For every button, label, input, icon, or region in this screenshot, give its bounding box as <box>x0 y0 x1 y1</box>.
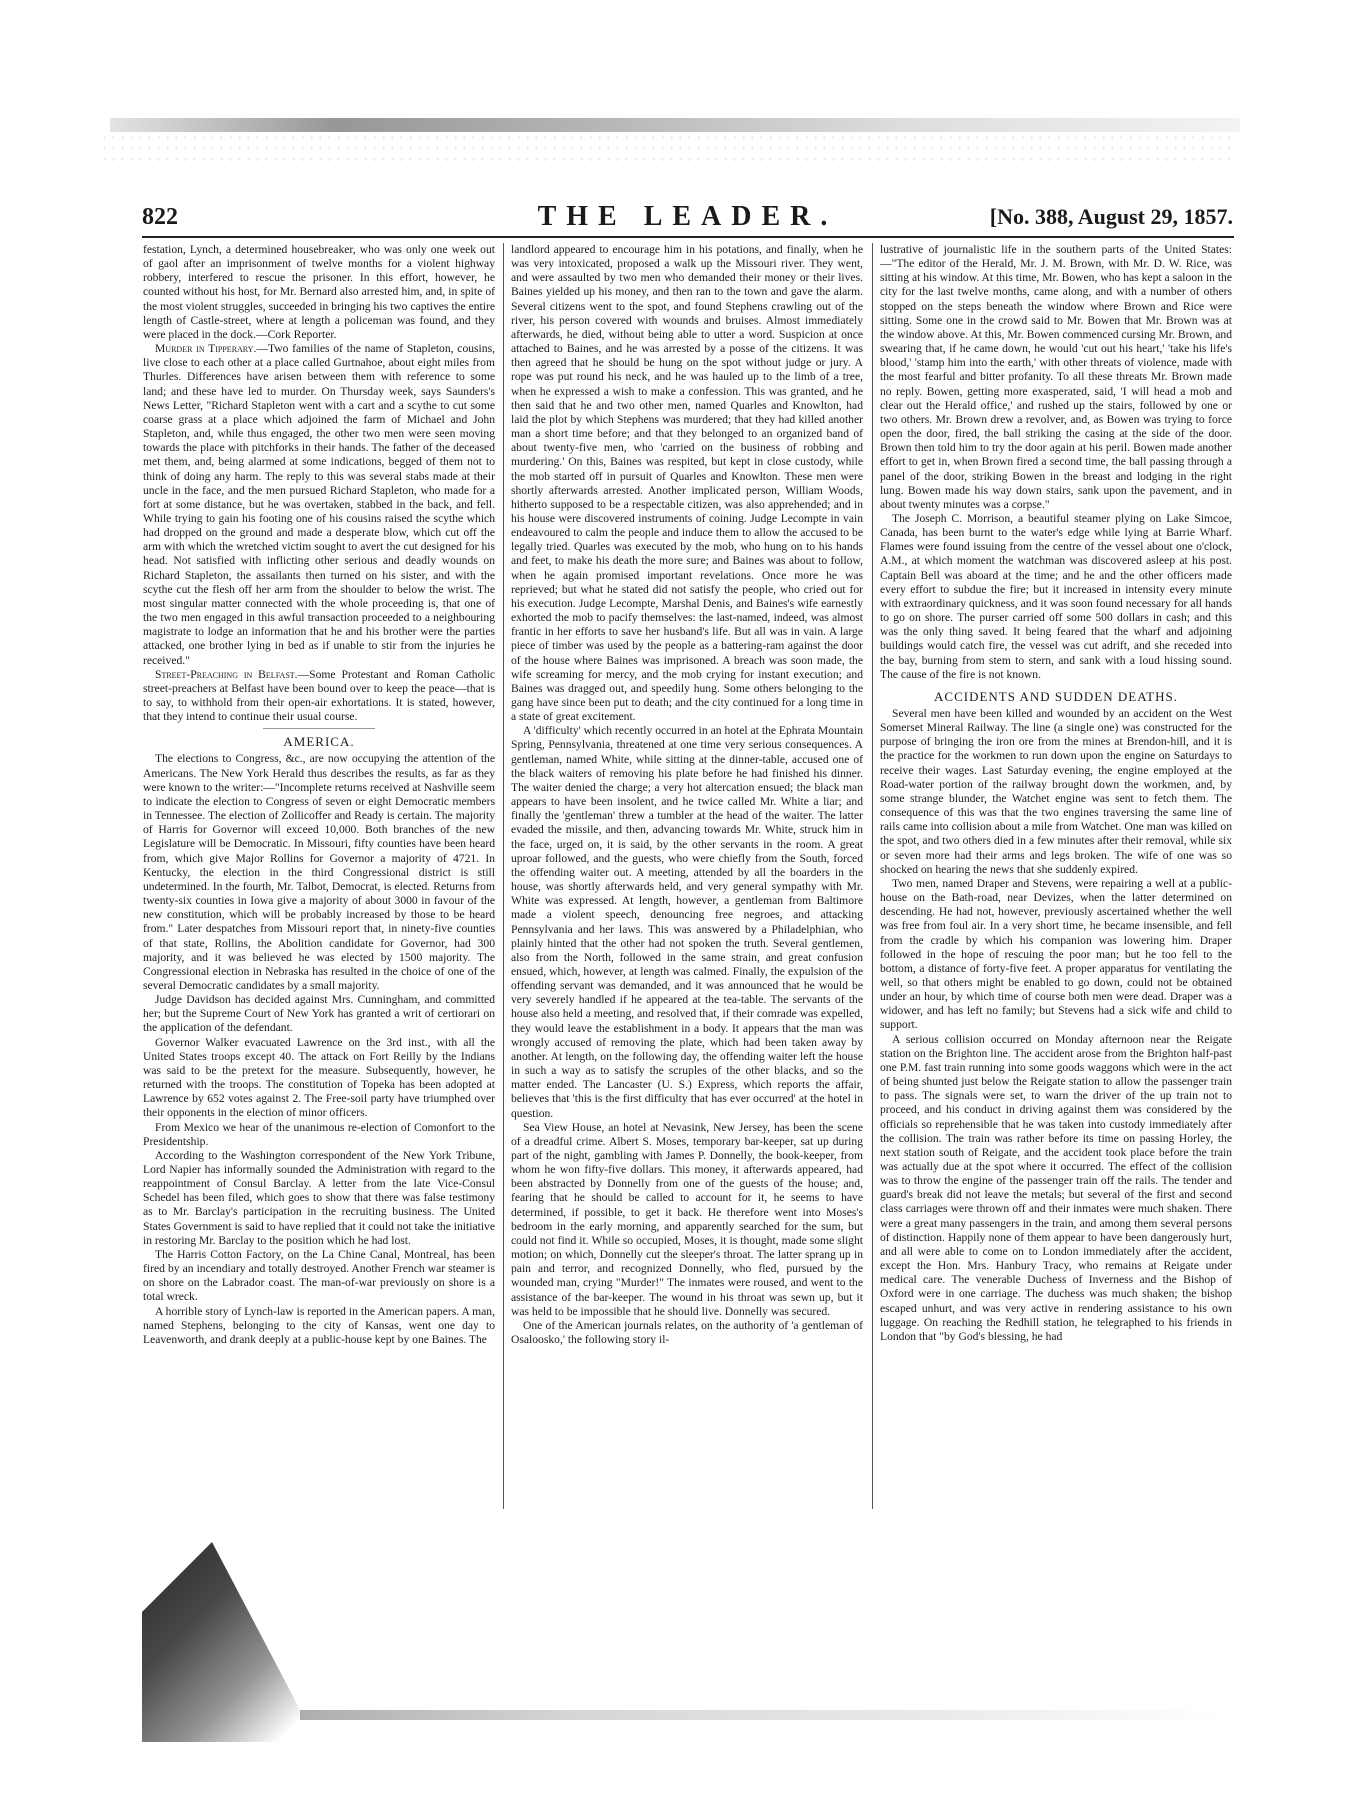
column-2 <box>511 243 863 1509</box>
page-header <box>142 201 1233 234</box>
paragraph: Sea View House, an hotel at Nevasink, New Jersey, has been the scene of a dreadful crime. Albert S. Moses, temporary bar-keeper, sat up during part of the night, gambling with James P. Donnelly, the book-keeper, from whom he won fifty-five dollars. This money, it afterwards appeared, had been abstracted by Donnelly from one of the guests of the house; and, fearing that he should be called to account for it, he seems to have determined, if possible, to get it back. He therefore went into Moses's bedroom in the early morning, and apparently searched for the sum, but could not find it. While so occupied, Moses, it is thought, made some slight motion; on which, Donnelly cut the sleeper's throat. The latter sprang up in pain and terror, and recognized Donnelly, who fled, pursued by the wounded man, crying "Murder!" The inmates were roused, and went to the assistance of the bar-keeper. The wound in his throat was sewn up, but it was held to be impossible that he should live. Donnelly was secured. <box>511 1120 863 1318</box>
scan-smudge-top <box>110 118 1240 132</box>
paragraph-lead: Street-Preaching in Belfast. <box>155 667 298 681</box>
paragraph: A 'difficulty' which recently occurred in an hotel at the Ephrata Mountain Spring, Pennsylvania, threatened at one time very serious consequences. A gentleman, named White, while sitting at the dinner-table, accused one of the black waiters of removing his plate before he had finished his dinner. The waiter denied the charge; a very hot altercation ensued; the black man appears to have been insolent, and he twice called Mr. White a liar; and finally the 'gentleman' threw a tumbler at the head of the waiter. The latter evaded the missile, and then, advancing towards Mr. White, struck him in the face, urged on, it is said, by the other servants in the room. A great uproar followed, and the guests, who were chiefly from the South, forced the offending waiter out. A meeting, attended by all the boarders in the house, was shortly afterwards held, and very general sympathy with Mr. White was expressed. At length, however, a gentleman from Baltimore made a violent speech, denouncing free negroes, and attacking Pennsylvania and her laws. This was answered by a Philadelphian, who plainly hinted that the other had not spoken the truth. Several gentlemen, also from the North, followed in the same strain, and great confusion ensued, which, however, at length was calmed. Finally, the expulsion of the offending servant was demanded, and it was announced that he would be very severely handled if he appeared at the tea-table. The servants of the house also held a meeting, and resolved that, if their comrade was expelled, they would leave the establishment in a body. It appears that the man was wrongly accused of removing the plate, which had been taken away by another. At length, on the following day, the offending waiter left the house in such a way as to satisfy the scruples of the other blacks, and so the matter ended. The Lancaster (U. S.) Express, which reports the affair, believes that 'this is the first difficulty that has ever occurred' at the hotel in question. <box>511 724 863 1120</box>
paragraph: landlord appeared to encourage him in his potations, and finally, when he was very intoxicated, proposed a walk up the Missouri river. They went, and were assaulted by two men who demanded their money or their lives. Baines yielded up his money, and then ran to the town and gave the alarm. Several citizens went to the spot, and found Stephens crawling out of the river, his person covered with wounds and bruises. Almost immediately afterwards, he died, without being able to utter a word. Suspicion at once attached to Baines, and he was arrested by a posse of the citizens. It was then agreed that he should be hung on the spot without judge or jury. A rope was put round his neck, and he was hauled up to the limb of a tree, when he expressed a wish to make a confession. This was granted, and he then said that he and two other men, named Quarles and Knowlton, had laid the plot by which Stephens was murdered; that they had killed another man a short time before; and that they belonged to an organized band of about twenty-five men, who 'carried on the business of robbing and murdering.' On this, Baines was respited, but kept in close custody, while the mob started off in pursuit of Quarles and Knowlton. These men were shortly afterwards arrested. Another implicated person, William Woods, hitherto supposed to be a respectable citizen, was also apprehended; and in his house were discovered instruments of coining. Judge Lecompte in vain endeavoured to calm the people and induce them to allow the accused to be legally tried. Quarles was executed by the mob, who hung on to his hands and feet, to make his death the more sure; and Baines was about to follow, when he again promised important revelations. Once more he was reprieved; but what he stated did not satisfy the people, who cried out for his execution. Judge Lecompte, Marshal Denis, and Baines's wife earnestly exhorted the mob to pacify themselves: the last-named, indeed, was almost frantic in her efforts to save her husband's life. But all was in vain. A large piece of timber was used by the people as a battering-ram against the door of the house where Baines was imprisoned. A breach was soon made, the wife screaming for mercy, and the mob crying for instant execution; and Baines was dragged out, and speedily hung. Some others belonging to the gang have since been put to death; and the city continued for a long time in a state of great excitement. <box>511 243 863 724</box>
paragraph <box>143 342 495 668</box>
paragraph: festation, Lynch, a determined housebreaker, who was only one week out of gaol after an imprisonment of twelve months for a violent highway robbery, interfered to rescue the prisoner. In this effort, however, he counted without his host, for Mr. Bernard also arrested him, and, in spite of the most violent struggles, succeeded in bringing his two captives the entire length of Castle-street, where at length a policeman was found, and they were placed in the dock.—Cork Reporter. <box>143 243 495 341</box>
paragraph: From Mexico we hear of the unanimous re-election of Comonfort to the Presidentship. <box>143 1120 495 1148</box>
paragraph-body: —Two families of the name of Stapleton, cousins, live close to each other at a place called Gurtnahoe, about eight miles from Thurles. Differences have arisen between them with reference to some land; and these have led to murder. On Thursday week, says Saunders's News Letter, "Richard Stapleton went with a cart and a scythe to cut some coarse grass at a place which adjoined the farm of Michael and John Stapleton, and, while thus engaged, the other two men were seen moving towards the place with pitchforks in their hands. The father of the deceased met them, and, being alarmed at some indications, begged of them not to think of doing any harm. The reply to this was several stabs made at their uncle in the face, and the men pursued Richard Stapleton, who made for a fort at some distance, but he was overtaken, stabbed in the back, and fell. While trying to gain his footing one of his cousins raised the scythe which had dropped on the ground and made a desperate blow, which cut off the arm with which the wretched victim sought to avert the cut designed for his head. Not satisfied with inflicting other serious and deadly wounds on Richard Stapleton, the assailants then turned on his sister, and with the scythe cut the flesh off her arm from the shoulder to below the wrist. The most singular matter connected with the whole proceeding is, that one of the two men engaged in this awful transaction proceeded to a neighbouring magistrate to lodge an information that he and his brother were the parties attacked, one brother lying in bed as if unable to stir from the injuries he received." <box>143 342 495 667</box>
paragraph <box>143 668 495 725</box>
paragraph: The elections to Congress, &c., are now occupying the attention of the Americans. The New York Herald thus describes the results, as far as they were known to the writer:—"Incomplete returns received at Nashville seem to indicate the election to Congress of seven or eight Democratic members in Tennessee. The election of Zollicoffer and Ready is certain. The majority of Harris for Governor will exceed 10,000. Both branches of the new Legislature will be Democratic. In Missouri, fifty counties have been heard from, which give Major Rollins for Governor a majority of 4721. In Kentucky, the election in the third Congressional district is still undetermined. In the fourth, Mr. Talbot, Democrat, is elected. Returns from twenty-six counties in Iowa give a majority of about 3000 in favour of the new constitution, which will be probably increased by those to be heard from." Later despatches from Missouri report that, in ninety-five counties of that state, Rollins, the Abolition candidate for Governor, had 300 majority, and it was believed he was elected by 1500 majority. The Congressional election in Nebraska has resulted in the choice of one of the several Democratic candidates by a small majority. <box>143 752 495 992</box>
paragraph: One of the American journals relates, on the authority of 'a gentleman of Osaloosko,' the following story il- <box>511 1318 863 1347</box>
issue-date: [No. 388, August 29, 1857. <box>989 204 1233 229</box>
header-rule <box>142 236 1234 238</box>
paragraph-body: —Some Protestant and Roman Catholic street-preachers at Belfast have been bound over to keep the peace—that is to say, to withhold from their open-air exhortations. It is stated, however, that they intend to continue their usual course. <box>143 667 495 724</box>
paragraph: The Harris Cotton Factory, on the La Chine Canal, Montreal, has been fired by an incendiary and totally destroyed. Another French war steamer is on shore on the Labrador coast. The man-of-war previously on shore is a total wreck. <box>143 1247 495 1304</box>
paragraph: According to the Washington correspondent of the New York Tribune, Lord Napier has informally sounded the Administration with regard to the reappointment of Consul Barclay. A letter from the late Vice-Consul Schedel has been filed, which goes to show that there was false testimony as to Mr. Barclay's participation in the recruiting business. The United States Government is said to have replied that it could not take the initiative in restoring Mr. Barclay to the position which he had lost. <box>143 1148 495 1247</box>
column-3 <box>880 243 1232 1509</box>
paragraph-lead: Murder in Tipperary. <box>155 342 257 356</box>
paragraph: Two men, named Draper and Stevens, were repairing a well at a public-house on the Bath-road, near Devizes, when the latter determined on descending. He had not, however, previously ascertained whether the well was free from foul air. In a very short time, he became insensible, and fell from the cradle by which his companion was lowering him. Draper followed in the hope of rescuing the poor man; but he too fell to the bottom, a distance of forty-five feet. A proper apparatus for ventilating the well, so that others might be enabled to go down, could not be obtained under an hour, by which time of course both men were dead. Draper was a widower, and has left no family; but Stevens had a sick wife and child to support. <box>880 876 1232 1032</box>
page-number: 822 <box>142 204 178 230</box>
paragraph: Several men have been killed and wounded by an accident on the West Somerset Mineral Railway. The line (a single one) was constructed for the purpose of bringing the iron ore from the mines at Brendon-hill, and it is the practice for the workmen to run down upon the engine on Saturdays to receive their wages. Last Saturday evening, the engine employed at the Road-water portion of the railway brought down the workmen, and, by some strange blunder, the Watchet engine was sent to fetch them. The consequence of this was that the two engines traversing the same line of rails came into collision about a mile from Watchet. One man was killed on the spot, and two others died in a few minutes after their removal, while six or seven more had their arms and legs broken. The wife of one was so shocked on hearing the news that she suddenly expired. <box>880 707 1232 876</box>
column-separator <box>872 243 873 1509</box>
paragraph: The Joseph C. Morrison, a beautiful steamer plying on Lake Simcoe, Canada, has been burnt to the water's edge while lying at Barrie Wharf. Flames were found issuing from the centre of the vessel about one o'clock, A.M., at which moment the watchman was discovered asleep at his post. Captain Bell was aboard at the time; and he and the other officers made every effort to subdue the fire; but it increased in intensity every minute with extraordinary quickness, and it was soon found necessary for all hands to go on shore. The purser carried off some 500 dollars in cash; and this was the only thing saved. It being feared that the wharf and adjoining buildings would catch fire, the vessel was cut adrift, and she receded into the bay, burning from stem to stern, and sank with a loud hissing sound. The cause of the fire is not known. <box>880 511 1232 681</box>
paragraph: Judge Davidson has decided against Mrs. Cunningham, and committed her; but the Supreme Court of New York has granted a writ of certiorari on the application of the defendant. <box>143 993 495 1035</box>
paragraph: lustrative of journalistic life in the southern parts of the United States:—"The editor of the Herald, Mr. J. M. Brown, with Mr. D. W. Rice, was sitting at his window. At this time, Mr. Bowen, who has kept a saloon in the city for the last twelve months, came along, and with a number of others stopped on the steps beneath the window where Brown and Rice were sitting. Some one in the crowd said to Mr. Bowen that Mr. Brown was at the window above. At this, Mr. Bowen commenced cursing Mr. Brown, and swearing that, if he came down, he would 'cut out his heart,' 'take his life's blood,' 'stamp him into the earth,' with other threats of violence, made with the most fearful and bitter profanity. To all these threats Mr. Brown made no reply. Bowen, getting more exasperated, said, 'I will head a mob and clear out the Herald office,' and rushed up the stairs, followed by one or two others. Mr. Brown drew a revolver, and, as Bowen was trying to force open the door, fired, the ball striking the casing at the side of the door. Brown then told him to try the door again at his peril. Bowen made another effort to get in, when Brown fired a second time, the ball passing through a panel of the door, striking Bowen in the breast and lodging in the right lung. Bowen made his way down stairs, sank upon the pavement, and in about twenty minutes was a corpse." <box>880 243 1232 511</box>
scan-smudge-bottom <box>300 1710 1220 1720</box>
column-1 <box>143 243 495 1509</box>
paragraph: Governor Walker evacuated Lawrence on the 3rd inst., with all the United States troops except 40. The attack on Fort Reilly by the Indians was said to be the pretext for the measure. Subsequently, however, he returned with the troops. The constitution of Topeka has been adopted at Lawrence by 652 votes against 2. The Free-soil party have triumphed over their opponents in the election of minor officers. <box>143 1035 495 1120</box>
section-heading-america: AMERICA. <box>263 728 375 749</box>
column-separator <box>503 243 504 1509</box>
masthead-title: THE LEADER. <box>537 201 838 232</box>
paragraph: A horrible story of Lynch-law is reported in the American papers. A man, named Stephens, belonging to the city of Kansas, went one day to Leavenworth, and drank deeply at a public-house kept by one Baines. The <box>143 1304 495 1346</box>
paragraph: A serious collision occurred on Monday afternoon near the Reigate station on the Brighton line. The accident arose from the Brighton half-past one P.M. fast train running into some goods waggons which were in the act of being shunted just below the Reigate station to allow the passenger train to pass. The signals were set, to warn the driver of the up train not to proceed, and his conduct in driving against them was considered by the officials so reprehensible that he was taken into custody immediately after the collision. The train was rather before its time on passing Horley, the next station south of Reigate, and the accident took place before the train was actually due at the spot where it occurred. The effect of the collision was to throw the engine of the passenger train off the rails. The tender and guard's break did not leave the metals; but several of the first and second class carriages were thrown off and their inmates were much shaken. There were a great many passengers in the train, and among them several persons of distinction. Happily none of them appear to have been dangerously hurt, and all were able to come on to London immediately after the accident, except the Hon. Mrs. Hanbury Tracy, who remains at Reigate under medical care. The venerable Duchess of Inverness and the Bishop of Oxford were in one carriage. The duchess was much shaken; the bishop escaped unhurt, and was very active in rendering assistance to his own luggage. On reaching the Redhill station, he telegraphed to his friends in London that "by God's blessing, he had <box>880 1032 1232 1343</box>
scan-blot <box>142 1542 317 1742</box>
section-heading-accidents: ACCIDENTS AND SUDDEN DEATHS. <box>934 688 1178 704</box>
scan-noise-top <box>100 132 1230 162</box>
